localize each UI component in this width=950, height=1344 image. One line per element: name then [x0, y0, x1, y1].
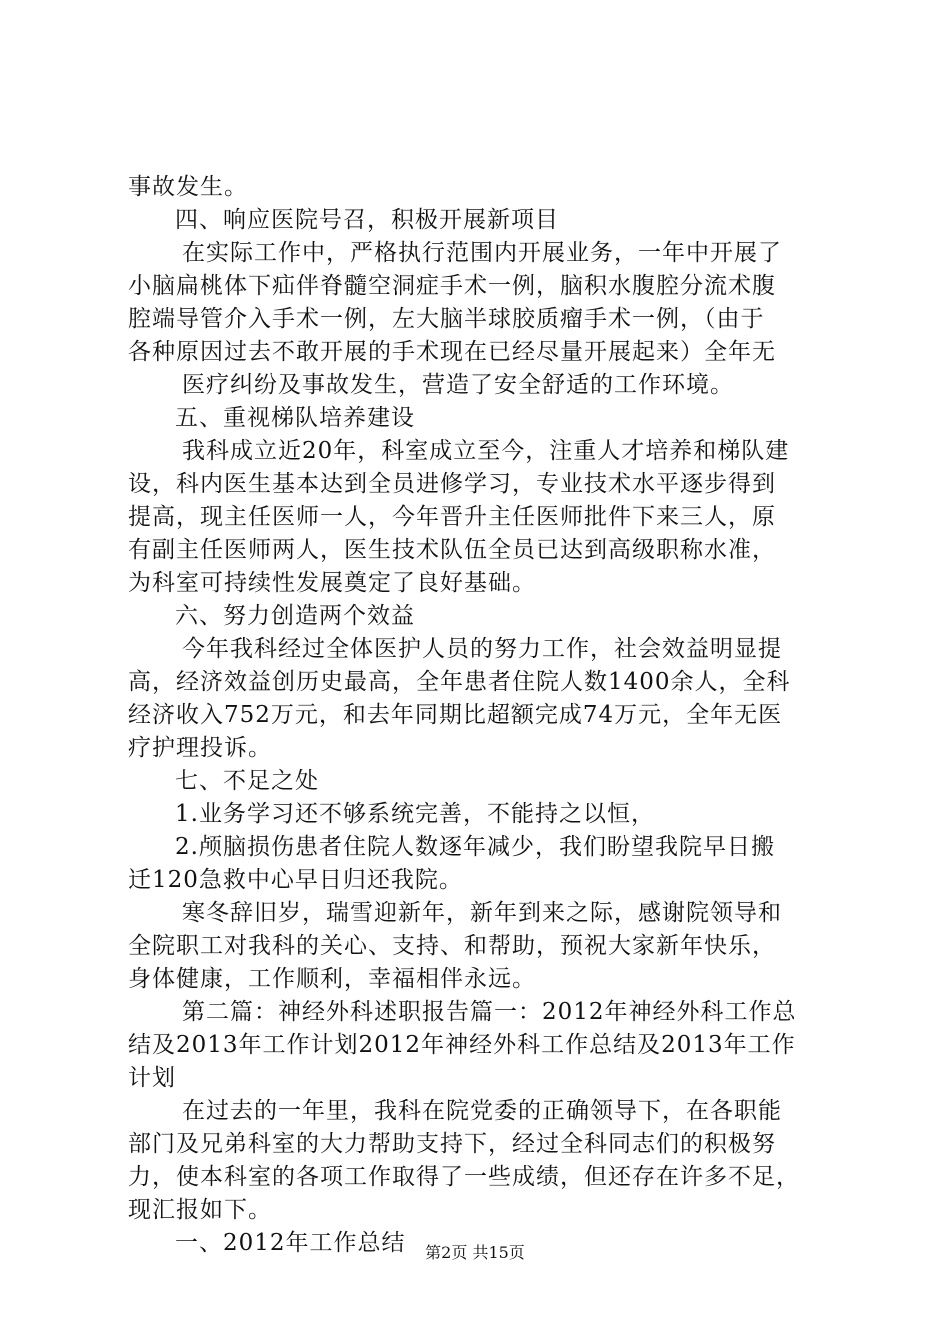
text-line: 在过去的一年里，我科在院党委的正确领导下，在各职能 — [182, 1098, 782, 1124]
text-line: 在实际工作中，严格执行范围内开展业务，一年中开展了 — [182, 240, 782, 266]
section-heading: 六、努力创造两个效益 — [175, 603, 415, 629]
section-heading: 五、重视梯队培养建设 — [175, 405, 415, 431]
text-line: 身体健康，工作顺利，幸福相伴永远。 — [128, 966, 536, 992]
text-line: 结及2013年工作计划2012年神经外科工作总结及2013年工作 — [128, 1032, 796, 1058]
text-line: 各种原因过去不敢开展的手术现在已经尽量开展起来）全年无 — [128, 339, 776, 365]
text-line: 部门及兄弟科室的大力帮助支持下，经过全科同志们的积极努 — [128, 1131, 776, 1157]
page-footer: 第2页 共15页 — [425, 1243, 525, 1262]
text-line: 全院职工对我科的关心、支持、和帮助，预祝大家新年快乐， — [128, 933, 776, 959]
text-line: 小脑扁桃体下疝伴脊髓空洞症手术一例，脑积水腹腔分流术腹 — [128, 273, 776, 299]
list-item: 1.业务学习还不够系统完善，不能持之以恒， — [175, 801, 655, 827]
text-line: 腔端导管介入手术一例，左大脑半球胶质瘤手术一例，（由于 — [128, 306, 765, 332]
text-line: 计划 — [128, 1065, 176, 1091]
text-line: 设，科内医生基本达到全员进修学习，专业技术水平逐步得到 — [128, 471, 776, 497]
text-line: 寒冬辞旧岁，瑞雪迎新年，新年到来之际，感谢院领导和 — [182, 900, 782, 926]
text-line: 医疗纠纷及事故发生，营造了安全舒适的工作环境。 — [182, 372, 734, 398]
text-line: 迁120急救中心早日归还我院。 — [128, 867, 463, 893]
text-line: 力，使本科室的各项工作取得了一些成绩，但还存在许多不足， — [128, 1164, 800, 1190]
text-line: 事故发生。 — [128, 174, 248, 200]
text-line: 第二篇：神经外科述职报告篇一：2012年神经外科工作总 — [182, 999, 797, 1025]
text-line: 高，经济效益创历史最高，全年患者住院人数1400余人，全科 — [128, 669, 791, 695]
text-line: 疗护理投诉。 — [128, 735, 272, 761]
section-heading: 四、响应医院号召，积极开展新项目 — [175, 207, 559, 233]
section-heading: 七、不足之处 — [175, 768, 319, 794]
text-line: 经济收入752万元，和去年同期比超额完成74万元，全年无医 — [128, 702, 783, 728]
text-line: 提高，现主任医师一人，今年晋升主任医师批件下来三人，原 — [128, 504, 776, 530]
text-line: 我科成立近20年，科室成立至今，注重人才培养和梯队建 — [182, 438, 790, 464]
text-line: 为科室可持续性发展奠定了良好基础。 — [128, 570, 536, 596]
list-item: 2.颅脑损伤患者住院人数逐年减少，我们盼望我院早日搬 — [175, 834, 775, 860]
text-line: 今年我科经过全体医护人员的努力工作，社会效益明显提 — [182, 636, 782, 662]
text-line: 现汇报如下。 — [128, 1197, 272, 1223]
section-heading: 一、2012年工作总结 — [175, 1230, 406, 1256]
text-line: 有副主任医师两人，医生技术队伍全员已达到高级职称水准， — [128, 537, 776, 563]
